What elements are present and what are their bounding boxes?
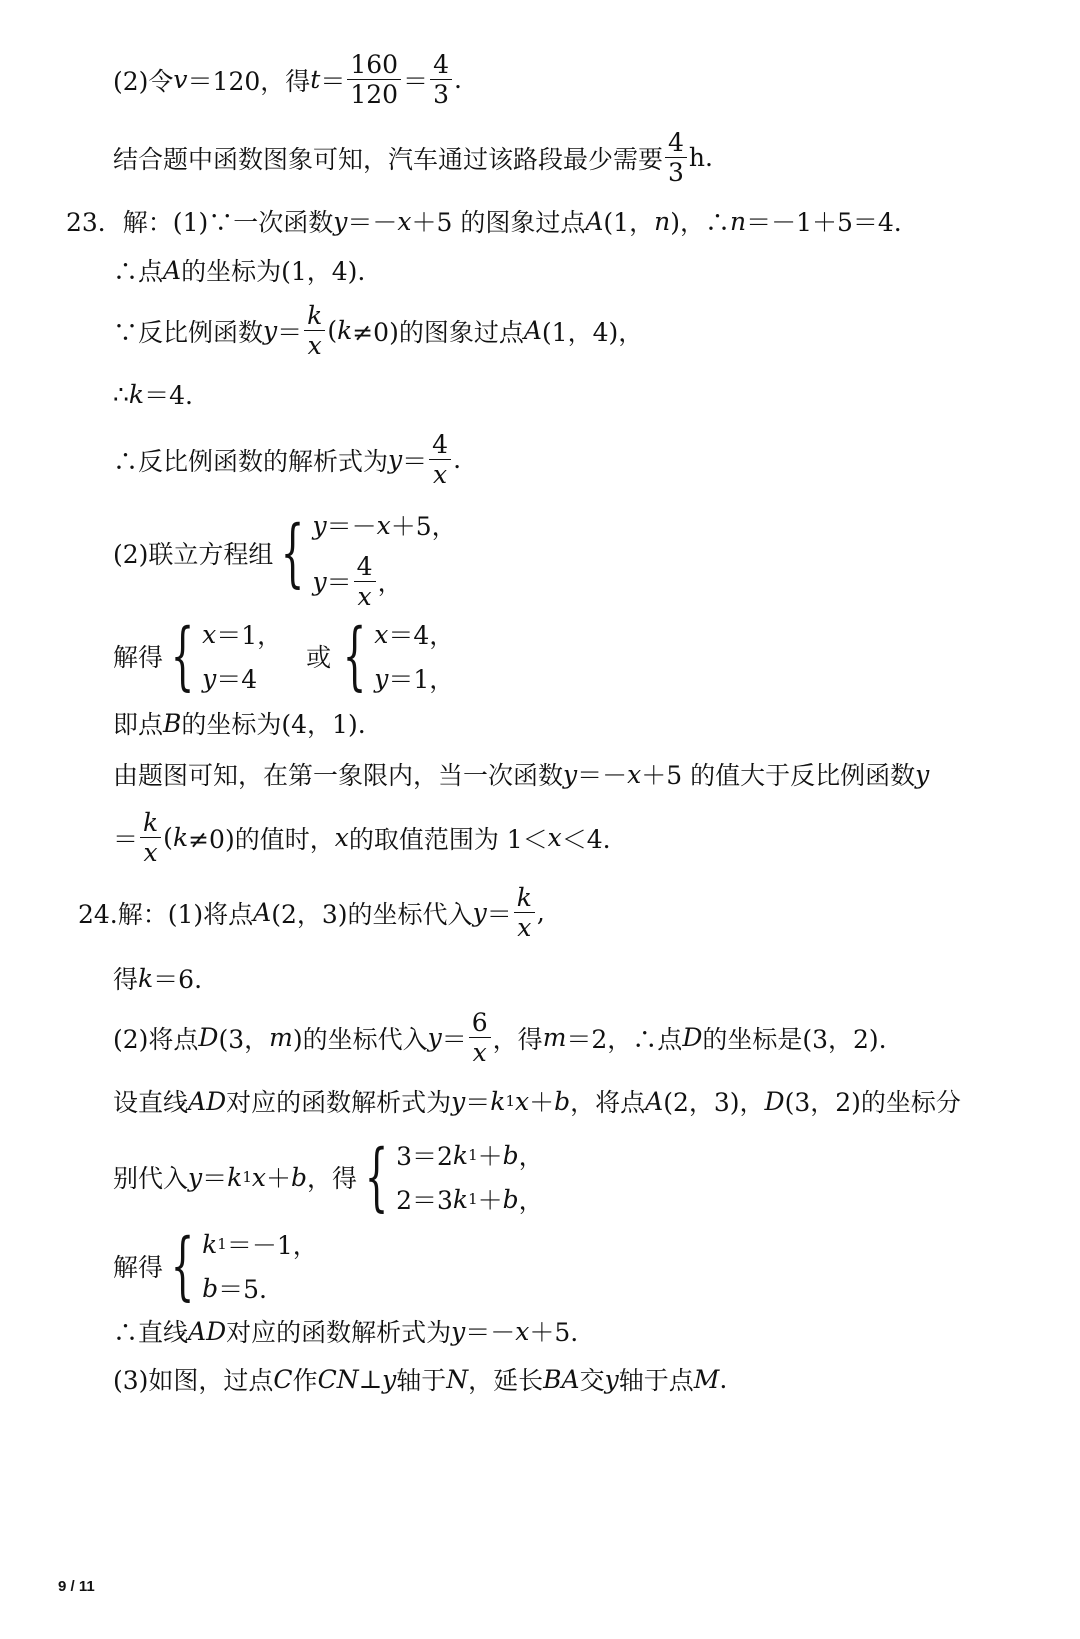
var: N — [446, 1364, 469, 1394]
text: ＝6. — [153, 965, 203, 994]
var: BA — [543, 1364, 580, 1394]
line-23-system — [113, 497, 457, 609]
text: ( — [163, 823, 173, 852]
fraction: $\frac{4}{x}$ — [429, 432, 451, 487]
text: (1，4)， — [541, 317, 644, 347]
text: 解得 — [113, 643, 164, 672]
text: ＝120，得 — [187, 66, 311, 96]
text: . — [453, 65, 462, 94]
text: ＝ — [202, 1164, 228, 1193]
line-23-formula — [113, 432, 461, 487]
var: x — [334, 823, 349, 852]
var: y — [915, 759, 930, 789]
text: 24.解：(1)将点 — [78, 899, 254, 929]
line-23-graph — [113, 756, 929, 792]
text: ＝ — [486, 899, 512, 929]
text: ＝－ — [347, 208, 398, 237]
text: (3，2)的坐标分 — [784, 1088, 961, 1117]
var: CN — [317, 1364, 359, 1394]
var: y — [333, 206, 348, 236]
fraction: $\frac{4}{x}$ — [354, 554, 376, 609]
page-number: 9 / 11 — [58, 1578, 95, 1595]
text: 别代入 — [113, 1164, 189, 1193]
text: 解得 — [113, 1253, 164, 1282]
text: ≠0)的图象过点 — [352, 317, 524, 347]
text: 对应的函数解析式为 — [226, 1318, 452, 1347]
var: k — [227, 1162, 243, 1192]
text: (2，3)的坐标代入 — [271, 899, 473, 929]
text: 作 — [292, 1366, 318, 1395]
var: x — [251, 1162, 266, 1192]
fraction: $\frac{k}{x}$ — [140, 810, 161, 865]
text: . — [453, 445, 462, 474]
equation-system: { 3＝2 k 1 ＋ b ， 2＝3 k 1 ＋ b ， — [364, 1134, 544, 1220]
text: ＝ — [402, 446, 428, 476]
line-24-3 — [113, 1361, 727, 1397]
line-24-k — [113, 960, 202, 996]
text: 的坐标为(4，1). — [181, 710, 366, 739]
var: b — [554, 1086, 571, 1116]
line-22-conclusion — [113, 130, 713, 185]
line-22-2 — [113, 52, 462, 107]
var: D — [198, 1023, 219, 1052]
text: ＝－ — [577, 761, 628, 790]
var: AD — [188, 1086, 227, 1116]
text: ＝ — [441, 1024, 467, 1054]
var: y — [604, 1364, 619, 1394]
text: ，得 — [492, 1024, 543, 1054]
var: m — [542, 1023, 567, 1052]
text: )，∴ — [670, 208, 730, 237]
text: (2)将点 — [113, 1024, 199, 1054]
text: ，得 — [307, 1164, 358, 1193]
var: y — [388, 445, 403, 474]
text: ＝ — [320, 66, 346, 96]
line-23-k — [113, 376, 193, 412]
text: (1， — [603, 208, 655, 237]
var: B — [163, 708, 182, 738]
text: 由题图可知，在第一象限内，当一次函数 — [113, 761, 564, 790]
var: k — [337, 316, 353, 345]
var: y — [427, 1023, 442, 1052]
text: ≠0)的值时， — [188, 824, 335, 854]
text: h. — [688, 143, 713, 172]
var: A — [253, 898, 272, 927]
solution-system: { k 1 ＝－1， b ＝5. — [170, 1223, 318, 1309]
var: x — [515, 1316, 530, 1346]
var: x — [514, 1086, 530, 1116]
var: AD — [188, 1316, 227, 1346]
text: ＝－ — [465, 1318, 516, 1347]
subscript: 1 — [242, 1168, 252, 1186]
line-24-ad — [113, 1313, 578, 1349]
text: ＋ — [529, 1088, 555, 1117]
var: D — [764, 1086, 785, 1116]
text: (2，3)， — [663, 1088, 765, 1117]
text: ∴点 — [113, 257, 164, 286]
text: ＝ — [113, 824, 139, 854]
var: k — [138, 963, 154, 993]
text: ，将点 — [570, 1088, 646, 1117]
fraction: $\frac{160}{120}$ — [347, 52, 401, 107]
solution-system-2: { x ＝4， y ＝1， — [342, 613, 455, 699]
text: 设直线 — [113, 1088, 189, 1117]
text: ＝ — [465, 1088, 491, 1117]
var: y — [451, 1086, 466, 1116]
var: y — [382, 1364, 397, 1394]
text: ∵反比例函数 — [113, 317, 264, 347]
text: 23．解：(1)∵一次函数 — [66, 208, 334, 237]
text: ∴反比例函数的解析式为 — [113, 446, 389, 476]
text: ＝2，∴点 — [566, 1024, 683, 1054]
text: ＝ — [277, 317, 303, 347]
text: ( — [327, 316, 338, 345]
problem-24-heading — [78, 885, 545, 940]
text: ＝－1＋5＝4. — [746, 208, 902, 237]
fraction: $\frac{4}{3}$ — [430, 52, 452, 107]
text: ＋ — [265, 1164, 291, 1193]
var: m — [269, 1023, 293, 1052]
equation-system: { y ＝－ x ＋5， y ＝ $\frac{4}{x}$ ， — [281, 510, 457, 611]
text: ∴直线 — [113, 1318, 189, 1347]
line-23-inverse — [113, 303, 643, 358]
var: y — [451, 1316, 466, 1346]
text: , — [536, 898, 545, 927]
text: 的坐标为(1，4). — [181, 257, 366, 286]
text: ＋5 的图象过点 — [411, 208, 586, 237]
var: C — [273, 1364, 293, 1394]
var: x — [547, 823, 562, 852]
var: k — [490, 1086, 506, 1116]
var: v — [173, 65, 188, 94]
var: M — [693, 1364, 720, 1394]
var: x — [397, 206, 412, 236]
text: 轴于 — [396, 1366, 447, 1395]
text: ＝4. — [144, 381, 193, 410]
text: ∴ — [113, 379, 129, 409]
line-23-point-b — [113, 705, 366, 741]
var: y — [563, 759, 578, 789]
text: ＋5. — [529, 1318, 579, 1347]
text: 结合题中函数图象可知，汽车通过该路段最少需要 — [113, 144, 664, 174]
text: ＜4. — [561, 824, 611, 854]
var: n — [729, 206, 747, 236]
text: (2)令 — [113, 66, 174, 96]
var: x — [627, 759, 642, 789]
var: D — [682, 1023, 703, 1052]
var: A — [645, 1086, 664, 1116]
text: 的坐标是(3，2). — [702, 1024, 887, 1054]
var: A — [523, 316, 542, 345]
text: . — [719, 1364, 728, 1394]
text: (3)如图，过点 — [113, 1366, 274, 1395]
fraction: $\frac{k}{x}$ — [304, 303, 325, 358]
var: b — [290, 1162, 307, 1192]
text: 得 — [113, 965, 139, 994]
var: n — [654, 206, 671, 236]
line-23-range — [113, 810, 611, 865]
subscript: 1 — [505, 1092, 515, 1110]
fraction: $\frac{4}{3}$ — [665, 130, 687, 185]
var: y — [263, 316, 278, 345]
var: k — [128, 379, 145, 409]
text: ＝ — [403, 66, 429, 96]
text: 对应的函数解析式为 — [226, 1088, 452, 1117]
fraction: $\frac{k}{x}$ — [514, 885, 535, 940]
text: 轴于点 — [618, 1366, 694, 1395]
var: k — [172, 823, 189, 852]
text: 交 — [579, 1366, 605, 1395]
line-23-solutions — [113, 612, 454, 700]
problem-23-heading — [66, 203, 902, 239]
var: A — [585, 206, 604, 236]
line-23-point-a — [113, 252, 365, 288]
line-24-solution — [113, 1222, 318, 1310]
line-24-system — [113, 1133, 544, 1221]
text: (2)联立方程组 — [113, 540, 274, 569]
text: (3， — [218, 1024, 270, 1054]
line-24-2 — [113, 1010, 887, 1065]
text: 的取值范围为 1＜ — [348, 824, 548, 854]
text: 或 — [306, 643, 332, 672]
text: )的坐标代入 — [292, 1024, 428, 1054]
text: ⊥ — [358, 1364, 383, 1394]
text: 即点 — [113, 710, 164, 739]
var: y — [472, 898, 487, 927]
solution-system-1: { x ＝1， y ＝4 — [170, 613, 283, 699]
line-24-setup — [113, 1083, 961, 1119]
fraction: $\frac{6}{x}$ — [469, 1010, 491, 1065]
var: t — [310, 65, 321, 94]
text: ，延长 — [468, 1366, 544, 1395]
var: A — [163, 255, 182, 285]
text: ＋5 的值大于反比例函数 — [641, 761, 916, 790]
var: y — [188, 1162, 203, 1192]
